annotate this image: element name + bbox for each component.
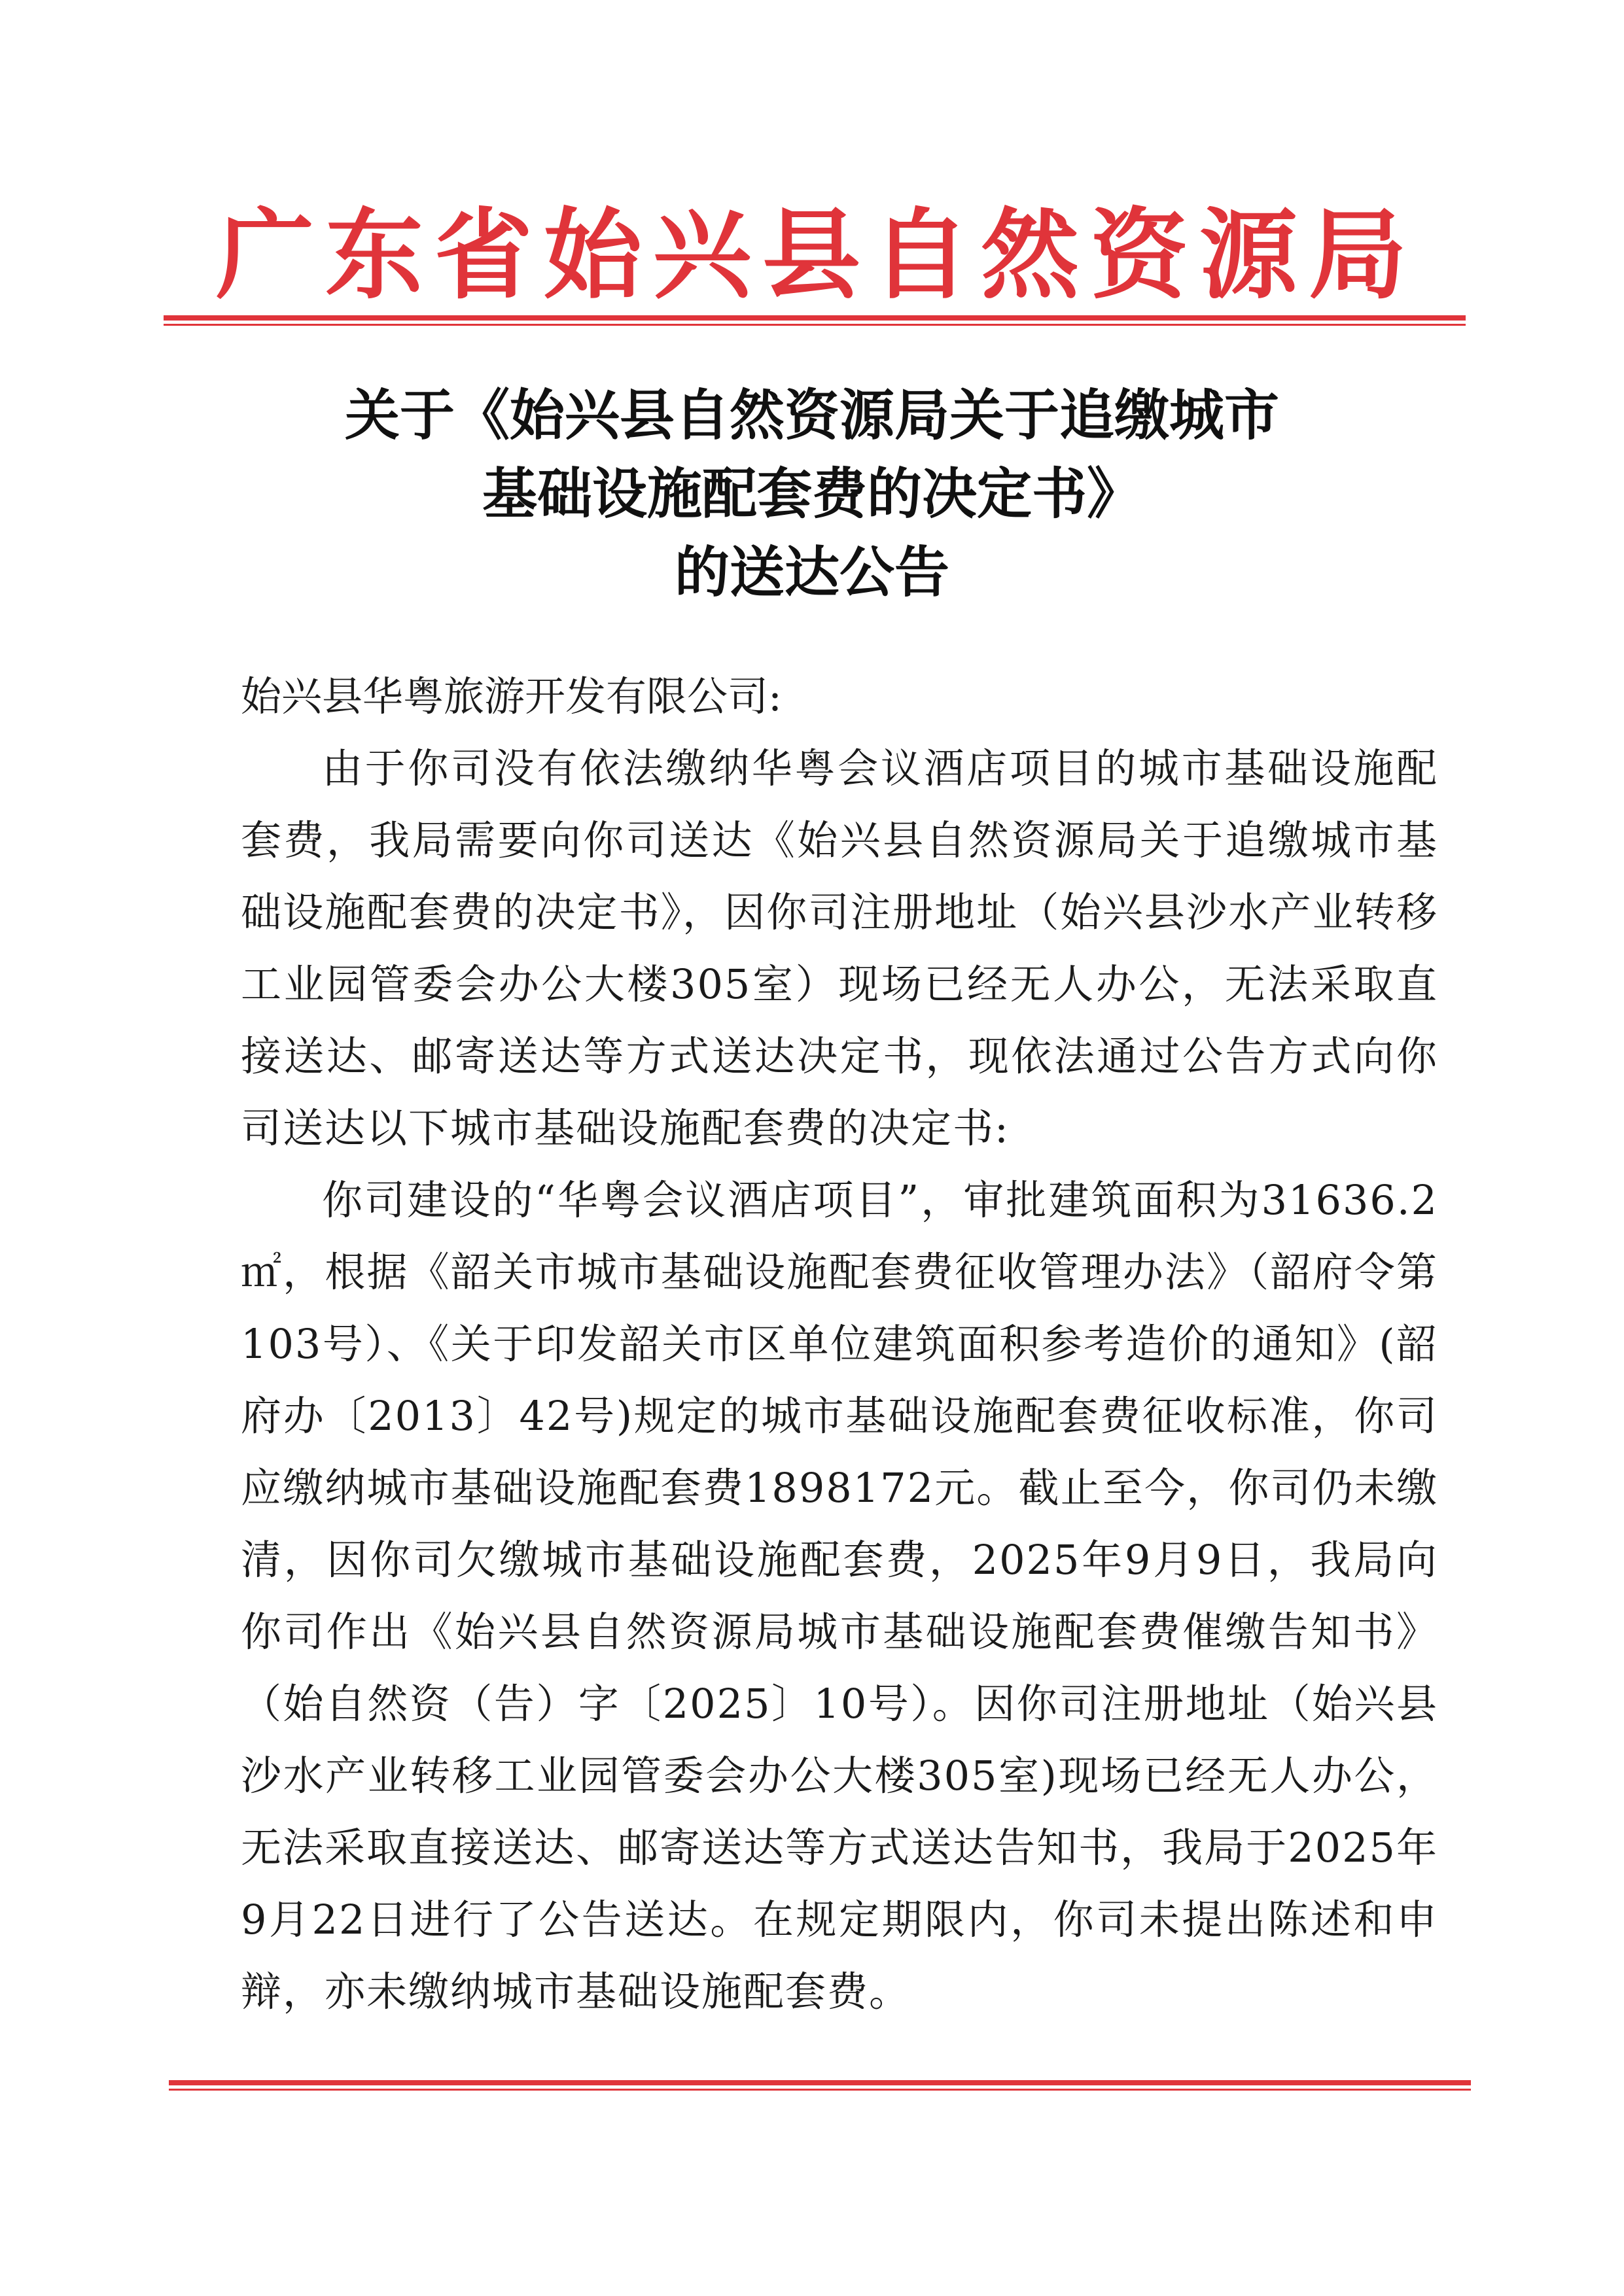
rule-thick-line xyxy=(164,315,1466,321)
rule-thick-line xyxy=(169,2080,1471,2085)
body-paragraph-1: 由于你司没有依法缴纳华粤会议酒店项目的城市基础设施配套费，我局需要向你司送达《始兴县自然资源局关于追缴城市基础设施配套费的决定书》，因你司注册地址（始兴县沙水产业转移工业园管委会办公大楼305室）现场已经无人办公，无法采取直接送达、邮寄送达等方式送达决定书，现依法通过公告方式向你司送达以下城市基础设施配套费的决定书: xyxy=(241,744,1438,1152)
footer-red-rule xyxy=(169,2080,1471,2093)
letterhead-red-rule xyxy=(164,315,1466,328)
title-line-2: 基础设施配套费的决定书》 xyxy=(482,461,1142,526)
addressee: 始兴县华粤旅游开发有限公司: xyxy=(241,672,782,720)
body-paragraph-2: 你司建设的“华粤会议酒店项目”，审批建筑面积为31636.2㎡，根据《韶关市城市基础设施配套费征收管理办法》（韶府令第103号）、《关于印发韶关市区单位建筑面积参考造价的通知》(韶府办〔2013〕42号)规定的城市基础设施配套费征收标准，你司应缴纳城市基础设施配套费1898172元。截止至今，你司仍未缴清，因你司欠缴城市基础设施配套费，2025年9月9日，我局向你司作出《始兴县自然资源局城市基础设施配套费催缴告知书》（始自然资（告）字〔2025〕10号）。因你司注册地址（始兴县沙水产业转移工业园管委会办公大楼305室)现场已经无人办公，无法采取直接送达、邮寄送达等方式送达告知书，我局于2025年9月22日进行了公告送达。在规定期限内，你司未提出陈述和申辩，亦未缴纳城市基础设施配套费。 xyxy=(241,1176,1438,2015)
rule-thin-line xyxy=(169,2089,1471,2091)
title-line-3: 的送达公告 xyxy=(674,540,949,604)
document-title xyxy=(196,376,1428,612)
rule-thin-line xyxy=(164,324,1466,326)
title-line-1: 关于《始兴县自然资源局关于追缴城市 xyxy=(344,383,1279,447)
letterhead-org-name: 广东省始兴县自然资源局 xyxy=(216,198,1407,313)
